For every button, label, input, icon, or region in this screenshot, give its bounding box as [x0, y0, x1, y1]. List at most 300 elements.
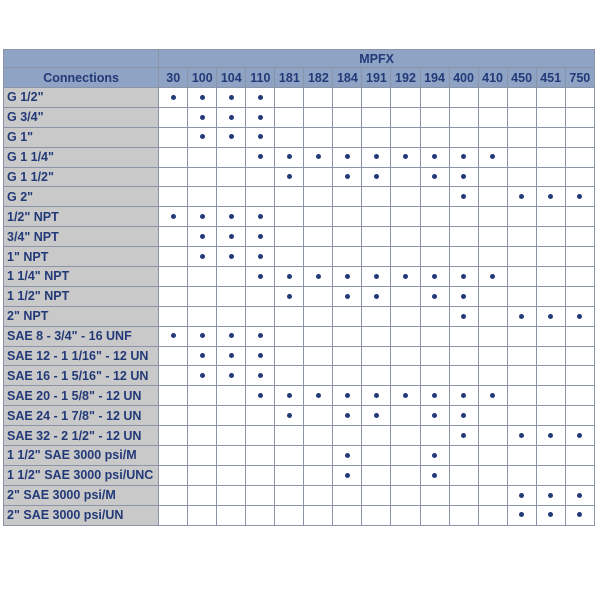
compat-cell: [391, 366, 420, 386]
compat-cell: [507, 326, 536, 346]
compat-cell: [478, 207, 507, 227]
compat-cell: [217, 88, 246, 108]
compat-cell: [478, 88, 507, 108]
compat-cell: [275, 167, 304, 187]
filled-dot-icon: [345, 154, 350, 159]
compat-cell: [449, 386, 478, 406]
compat-cell: [478, 227, 507, 247]
column-header: 410: [478, 68, 507, 88]
table-row: [4, 227, 595, 247]
filled-dot-icon: [287, 393, 292, 398]
compat-cell: [275, 267, 304, 287]
compat-cell: [275, 107, 304, 127]
compat-cell: [246, 326, 275, 346]
compat-cell: [159, 505, 188, 525]
filled-dot-icon: [461, 433, 466, 438]
compat-cell: [449, 107, 478, 127]
compat-cell: [217, 267, 246, 287]
compat-cell: [420, 446, 449, 466]
compat-cell: [333, 187, 362, 207]
filled-dot-icon: [519, 512, 524, 517]
compat-cell: [275, 485, 304, 505]
compat-cell: [420, 366, 449, 386]
compat-cell: [275, 505, 304, 525]
compat-cell: [420, 207, 449, 227]
connection-label: G 2": [4, 187, 159, 207]
compat-cell: [420, 227, 449, 247]
filled-dot-icon: [258, 254, 263, 259]
compat-cell: [304, 267, 333, 287]
compat-cell: [362, 127, 391, 147]
compat-cell: [507, 286, 536, 306]
compat-cell: [246, 247, 275, 267]
compat-cell: [449, 446, 478, 466]
compat-cell: [565, 167, 594, 187]
compat-cell: [159, 267, 188, 287]
compat-cell: [565, 505, 594, 525]
compat-cell: [536, 247, 565, 267]
filled-dot-icon: [577, 314, 582, 319]
compat-cell: [188, 326, 217, 346]
connections-compatibility-table: [3, 49, 595, 526]
filled-dot-icon: [287, 154, 292, 159]
filled-dot-icon: [374, 274, 379, 279]
compat-cell: [449, 485, 478, 505]
compat-cell: [391, 386, 420, 406]
compat-cell: [362, 426, 391, 446]
connection-label: G 1/2": [4, 88, 159, 108]
compat-cell: [217, 386, 246, 406]
filled-dot-icon: [200, 95, 205, 100]
filled-dot-icon: [171, 95, 176, 100]
filled-dot-icon: [461, 314, 466, 319]
filled-dot-icon: [258, 154, 263, 159]
compat-cell: [478, 465, 507, 485]
column-header: 194: [420, 68, 449, 88]
compat-cell: [246, 406, 275, 426]
compat-cell: [420, 326, 449, 346]
compat-cell: [362, 167, 391, 187]
compat-cell: [449, 167, 478, 187]
compat-cell: [217, 147, 246, 167]
compat-cell: [536, 107, 565, 127]
compat-cell: [507, 147, 536, 167]
compat-cell: [449, 346, 478, 366]
compat-cell: [159, 107, 188, 127]
compat-cell: [333, 207, 362, 227]
filled-dot-icon: [229, 333, 234, 338]
compat-cell: [362, 147, 391, 167]
connection-label: G 1": [4, 127, 159, 147]
compat-cell: [304, 465, 333, 485]
compat-cell: [391, 286, 420, 306]
filled-dot-icon: [519, 314, 524, 319]
table-header: [4, 50, 595, 88]
table-row: [4, 465, 595, 485]
compat-cell: [536, 187, 565, 207]
compat-cell: [478, 167, 507, 187]
compat-cell: [362, 267, 391, 287]
compat-cell: [275, 346, 304, 366]
compat-cell: [420, 386, 449, 406]
filled-dot-icon: [258, 95, 263, 100]
compat-cell: [565, 107, 594, 127]
filled-dot-icon: [432, 393, 437, 398]
filled-dot-icon: [229, 95, 234, 100]
compat-cell: [507, 187, 536, 207]
compat-cell: [304, 167, 333, 187]
compat-cell: [304, 346, 333, 366]
compat-cell: [246, 207, 275, 227]
compat-cell: [449, 286, 478, 306]
filled-dot-icon: [490, 154, 495, 159]
filled-dot-icon: [432, 473, 437, 478]
compat-cell: [333, 247, 362, 267]
group-header-row: [4, 50, 595, 68]
connection-label: 1" NPT: [4, 247, 159, 267]
compat-cell: [391, 346, 420, 366]
compat-cell: [420, 485, 449, 505]
compat-cell: [362, 326, 391, 346]
compat-cell: [536, 167, 565, 187]
filled-dot-icon: [577, 512, 582, 517]
filled-dot-icon: [229, 214, 234, 219]
filled-dot-icon: [548, 433, 553, 438]
compat-cell: [449, 227, 478, 247]
compat-cell: [420, 306, 449, 326]
compat-cell: [536, 446, 565, 466]
compat-cell: [188, 227, 217, 247]
compat-cell: [159, 326, 188, 346]
compat-cell: [159, 227, 188, 247]
compat-cell: [391, 406, 420, 426]
compat-cell: [478, 107, 507, 127]
compat-cell: [246, 465, 275, 485]
filled-dot-icon: [287, 294, 292, 299]
connection-label: G 3/4": [4, 107, 159, 127]
filled-dot-icon: [258, 373, 263, 378]
filled-dot-icon: [200, 234, 205, 239]
compat-cell: [333, 505, 362, 525]
filled-dot-icon: [548, 512, 553, 517]
compat-cell: [275, 426, 304, 446]
compat-cell: [333, 88, 362, 108]
filled-dot-icon: [461, 274, 466, 279]
compat-cell: [217, 187, 246, 207]
connection-label: 2" SAE 3000 psi/M: [4, 485, 159, 505]
filled-dot-icon: [490, 393, 495, 398]
table-row: [4, 167, 595, 187]
column-header: 192: [391, 68, 420, 88]
compat-cell: [304, 366, 333, 386]
filled-dot-icon: [171, 333, 176, 338]
compat-cell: [246, 187, 275, 207]
connection-label: 1/2" NPT: [4, 207, 159, 227]
filled-dot-icon: [461, 413, 466, 418]
filled-dot-icon: [548, 194, 553, 199]
compat-cell: [333, 326, 362, 346]
compat-cell: [159, 366, 188, 386]
compat-cell: [478, 505, 507, 525]
compat-cell: [478, 426, 507, 446]
filled-dot-icon: [374, 294, 379, 299]
compat-cell: [159, 346, 188, 366]
compat-cell: [391, 267, 420, 287]
connection-label: SAE 20 - 1 5/8" - 12 UN: [4, 386, 159, 406]
filled-dot-icon: [461, 393, 466, 398]
filled-dot-icon: [316, 154, 321, 159]
filled-dot-icon: [403, 274, 408, 279]
compat-cell: [449, 267, 478, 287]
compat-cell: [507, 426, 536, 446]
filled-dot-icon: [403, 154, 408, 159]
filled-dot-icon: [345, 473, 350, 478]
compat-cell: [275, 465, 304, 485]
compat-cell: [246, 346, 275, 366]
filled-dot-icon: [200, 115, 205, 120]
compat-cell: [449, 247, 478, 267]
compat-cell: [565, 406, 594, 426]
connection-label: SAE 8 - 3/4" - 16 UNF: [4, 326, 159, 346]
compat-cell: [565, 227, 594, 247]
compat-cell: [362, 227, 391, 247]
compat-cell: [565, 485, 594, 505]
compat-cell: [420, 88, 449, 108]
compat-cell: [275, 446, 304, 466]
compat-cell: [478, 485, 507, 505]
compat-cell: [565, 386, 594, 406]
connection-label: 1 1/4" NPT: [4, 267, 159, 287]
table-body: [4, 88, 595, 526]
compat-cell: [188, 366, 217, 386]
compat-cell: [188, 247, 217, 267]
compat-cell: [391, 187, 420, 207]
table-row: [4, 127, 595, 147]
compat-cell: [217, 505, 246, 525]
compat-cell: [188, 167, 217, 187]
filled-dot-icon: [258, 134, 263, 139]
compat-cell: [507, 505, 536, 525]
compat-cell: [362, 465, 391, 485]
compat-cell: [536, 147, 565, 167]
compat-cell: [449, 187, 478, 207]
filled-dot-icon: [374, 174, 379, 179]
filled-dot-icon: [229, 134, 234, 139]
compat-cell: [304, 485, 333, 505]
compat-cell: [217, 446, 246, 466]
connection-label: 1 1/2" NPT: [4, 286, 159, 306]
table-row: [4, 107, 595, 127]
compat-cell: [507, 465, 536, 485]
compat-cell: [188, 147, 217, 167]
column-header: 182: [304, 68, 333, 88]
column-header: 184: [333, 68, 362, 88]
compat-cell: [246, 366, 275, 386]
compat-cell: [449, 505, 478, 525]
connection-label: 2" SAE 3000 psi/UN: [4, 505, 159, 525]
compat-cell: [565, 446, 594, 466]
compat-cell: [333, 107, 362, 127]
compat-cell: [478, 127, 507, 147]
compat-cell: [333, 346, 362, 366]
compat-cell: [275, 386, 304, 406]
compat-cell: [159, 167, 188, 187]
compat-cell: [333, 306, 362, 326]
compat-cell: [391, 505, 420, 525]
compat-cell: [159, 88, 188, 108]
table-row: [4, 326, 595, 346]
compat-cell: [188, 346, 217, 366]
filled-dot-icon: [258, 234, 263, 239]
filled-dot-icon: [229, 254, 234, 259]
compat-cell: [507, 207, 536, 227]
compat-cell: [391, 485, 420, 505]
filled-dot-icon: [258, 274, 263, 279]
compat-cell: [536, 227, 565, 247]
connections-header: Connections: [4, 68, 159, 88]
compat-cell: [507, 346, 536, 366]
compat-cell: [159, 426, 188, 446]
connection-label: 3/4" NPT: [4, 227, 159, 247]
compat-cell: [246, 306, 275, 326]
compat-cell: [536, 306, 565, 326]
compat-cell: [565, 88, 594, 108]
compat-cell: [333, 426, 362, 446]
compat-cell: [304, 406, 333, 426]
connection-label: 1 1/2" SAE 3000 psi/UNC: [4, 465, 159, 485]
compat-cell: [188, 426, 217, 446]
compat-cell: [565, 286, 594, 306]
compat-cell: [391, 127, 420, 147]
compat-cell: [391, 426, 420, 446]
compat-cell: [420, 127, 449, 147]
compat-cell: [420, 107, 449, 127]
table-row: [4, 247, 595, 267]
compat-cell: [246, 167, 275, 187]
compat-cell: [362, 366, 391, 386]
compat-cell: [304, 127, 333, 147]
compat-cell: [478, 446, 507, 466]
compat-cell: [275, 88, 304, 108]
compat-cell: [333, 167, 362, 187]
filled-dot-icon: [374, 413, 379, 418]
compat-cell: [304, 505, 333, 525]
compat-cell: [420, 346, 449, 366]
compat-cell: [246, 446, 275, 466]
filled-dot-icon: [200, 373, 205, 378]
compat-cell: [275, 247, 304, 267]
filled-dot-icon: [374, 154, 379, 159]
compat-cell: [246, 386, 275, 406]
filled-dot-icon: [200, 353, 205, 358]
compat-cell: [478, 326, 507, 346]
compat-cell: [275, 286, 304, 306]
compat-cell: [507, 386, 536, 406]
compat-cell: [188, 485, 217, 505]
compat-cell: [217, 227, 246, 247]
compat-cell: [507, 247, 536, 267]
compat-cell: [362, 306, 391, 326]
compat-cell: [246, 227, 275, 247]
compat-cell: [449, 207, 478, 227]
filled-dot-icon: [171, 214, 176, 219]
filled-dot-icon: [461, 154, 466, 159]
filled-dot-icon: [345, 274, 350, 279]
compat-cell: [449, 366, 478, 386]
column-header: 451: [536, 68, 565, 88]
filled-dot-icon: [461, 174, 466, 179]
compat-cell: [420, 406, 449, 426]
compat-cell: [565, 306, 594, 326]
compat-cell: [507, 446, 536, 466]
compat-cell: [536, 485, 565, 505]
compat-cell: [565, 187, 594, 207]
column-header: 191: [362, 68, 391, 88]
filled-dot-icon: [548, 493, 553, 498]
column-header: 750: [565, 68, 594, 88]
connection-label: SAE 16 - 1 5/16" - 12 UN: [4, 366, 159, 386]
compat-cell: [333, 147, 362, 167]
compat-cell: [391, 167, 420, 187]
compat-cell: [246, 485, 275, 505]
compat-cell: [188, 127, 217, 147]
column-header: 450: [507, 68, 536, 88]
compat-cell: [362, 187, 391, 207]
filled-dot-icon: [258, 214, 263, 219]
header-blank-cell: [4, 50, 159, 68]
compat-cell: [362, 286, 391, 306]
compat-cell: [275, 306, 304, 326]
compat-cell: [565, 426, 594, 446]
compat-cell: [478, 187, 507, 207]
table-row: [4, 306, 595, 326]
compat-cell: [188, 386, 217, 406]
compat-cell: [449, 88, 478, 108]
compat-cell: [507, 88, 536, 108]
compat-cell: [565, 366, 594, 386]
compat-cell: [333, 465, 362, 485]
compat-cell: [536, 267, 565, 287]
compat-cell: [449, 406, 478, 426]
compat-cell: [217, 366, 246, 386]
compat-cell: [420, 426, 449, 446]
compat-cell: [246, 267, 275, 287]
compat-cell: [159, 187, 188, 207]
compat-cell: [565, 346, 594, 366]
compat-cell: [217, 107, 246, 127]
compat-cell: [507, 306, 536, 326]
compat-cell: [565, 267, 594, 287]
column-header: 30: [159, 68, 188, 88]
compat-cell: [304, 306, 333, 326]
compat-cell: [217, 406, 246, 426]
table-row: [4, 446, 595, 466]
compat-cell: [507, 406, 536, 426]
compat-cell: [159, 207, 188, 227]
compat-cell: [217, 207, 246, 227]
compat-cell: [362, 406, 391, 426]
compat-cell: [217, 465, 246, 485]
compat-cell: [420, 187, 449, 207]
compat-cell: [333, 286, 362, 306]
compat-cell: [478, 346, 507, 366]
compat-cell: [478, 386, 507, 406]
compat-cell: [507, 227, 536, 247]
compat-cell: [275, 366, 304, 386]
compat-cell: [391, 147, 420, 167]
filled-dot-icon: [374, 393, 379, 398]
compat-cell: [536, 386, 565, 406]
